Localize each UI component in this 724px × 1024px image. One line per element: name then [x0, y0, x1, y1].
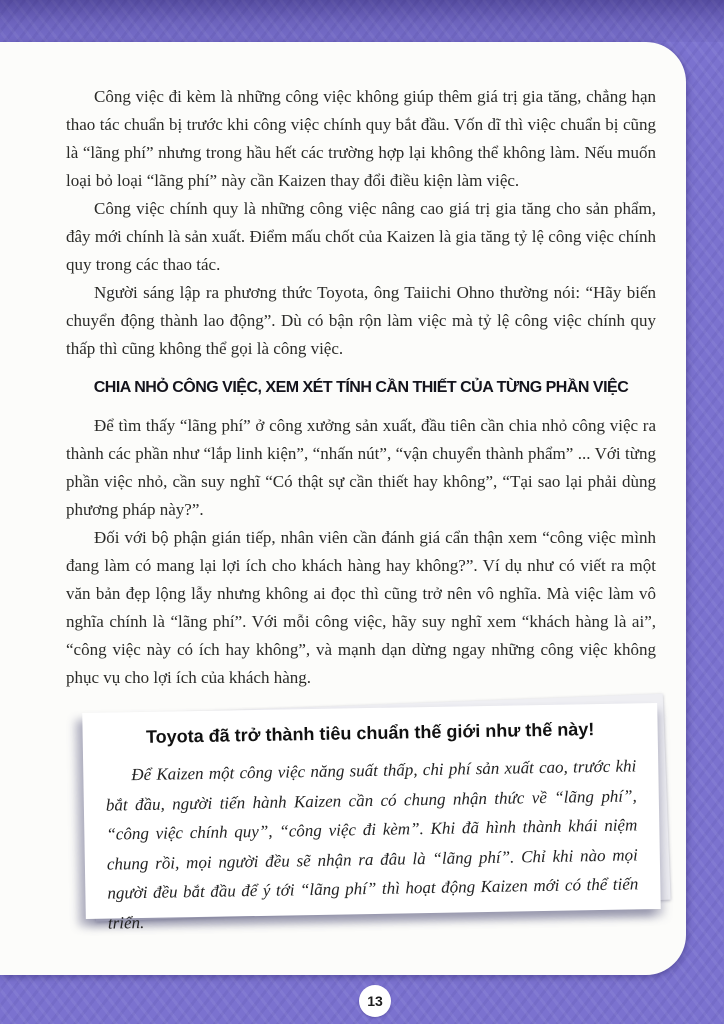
callout-card: [82, 703, 661, 933]
body-paragraph: Công việc đi kèm là những công việc không giúp thêm giá trị gia tăng, chẳng hạn thao tác chuẩn bị trước khi công việc chính quy bắt đầu. Vốn dĩ thì việc chuẩn bị cũng là “lãng phí” nhưng trong hầu hết các trường hợp lại không thể không làm. Nếu muốn loại bỏ loại “lãng phí” này cần Kaizen thay đổi điều kiện làm việc.: [66, 87, 656, 190]
body-paragraph: Người sáng lập ra phương thức Toyota, ông Taiichi Ohno thường nói: “Hãy biến chuyển động thành lao động”. Dù có bận rộn làm việc mà tỷ lệ công việc chính quy thấp thì cũng không thể gọi là công việc.: [66, 283, 656, 358]
callout-title: Toyota đã trở thành tiêu chuẩn thế giới như thế này!: [145, 719, 595, 747]
book-page: [0, 42, 686, 975]
page-number: 13: [367, 993, 383, 1009]
section-heading: CHIA NHỎ CÔNG VIỆC, XEM XÉT TÍNH CẦN THIẾT CỦA TỪNG PHẦN VIỆC: [93, 379, 629, 396]
page-number-badge: [359, 985, 391, 1017]
border-top-band: [0, 0, 724, 42]
body-paragraph: Đối với bộ phận gián tiếp, nhân viên cần đánh giá cẩn thận xem “công việc mình đang làm có mang lại lợi ích cho khách hàng hay không?”. Ví dụ như có viết ra một văn bản đẹp lộng lẫy nhưng không ai đọc thì cũng trở nên vô nghĩa. Mà việc làm vô nghĩa chính là “lãng phí”. Với mỗi công việc, hãy suy nghĩ xem “khách hàng là ai”, “công việc này có ích hay không”, và mạnh dạn dừng ngay những công việc không phục vụ cho lợi ích của khách hàng.: [66, 528, 656, 687]
body-paragraph: Để tìm thấy “lãng phí” ở công xưởng sản xuất, đầu tiên cần chia nhỏ công việc ra thành các phần như “lắp linh kiện”, “nhấn nút”, “vận chuyển thành phẩm” ... Với từng phần việc nhỏ, cần suy nghĩ “Có thật sự cần thiết hay không”, “Tại sao lại phải dùng phương pháp này?”.: [66, 416, 656, 519]
callout-body: Để Kaizen một công việc năng suất thấp, chi phí sản xuất cao, trước khi bắt đầu, người tiến hành Kaizen cần có chung nhận thức về “lãng phí”, “công việc chính quy”, “công việc đi kèm”. Khi đã hình thành khái niệm chung rồi, mọi người đều sẽ nhận ra đâu là “lãng phí”. Chỉ khi nào mọi người đều bắt đầu để ý tới “lãng phí” thì hoạt động Kaizen mới có thể tiến triển.: [105, 756, 639, 933]
body-paragraph: Công việc chính quy là những công việc nâng cao giá trị gia tăng cho sản phẩm, đây mới chính là sản xuất. Điểm mấu chốt của Kaizen là gia tăng tỷ lệ công việc chính quy trong các thao tác.: [66, 199, 656, 274]
callout-card-stack: [84, 708, 659, 933]
page-content: [66, 83, 656, 933]
